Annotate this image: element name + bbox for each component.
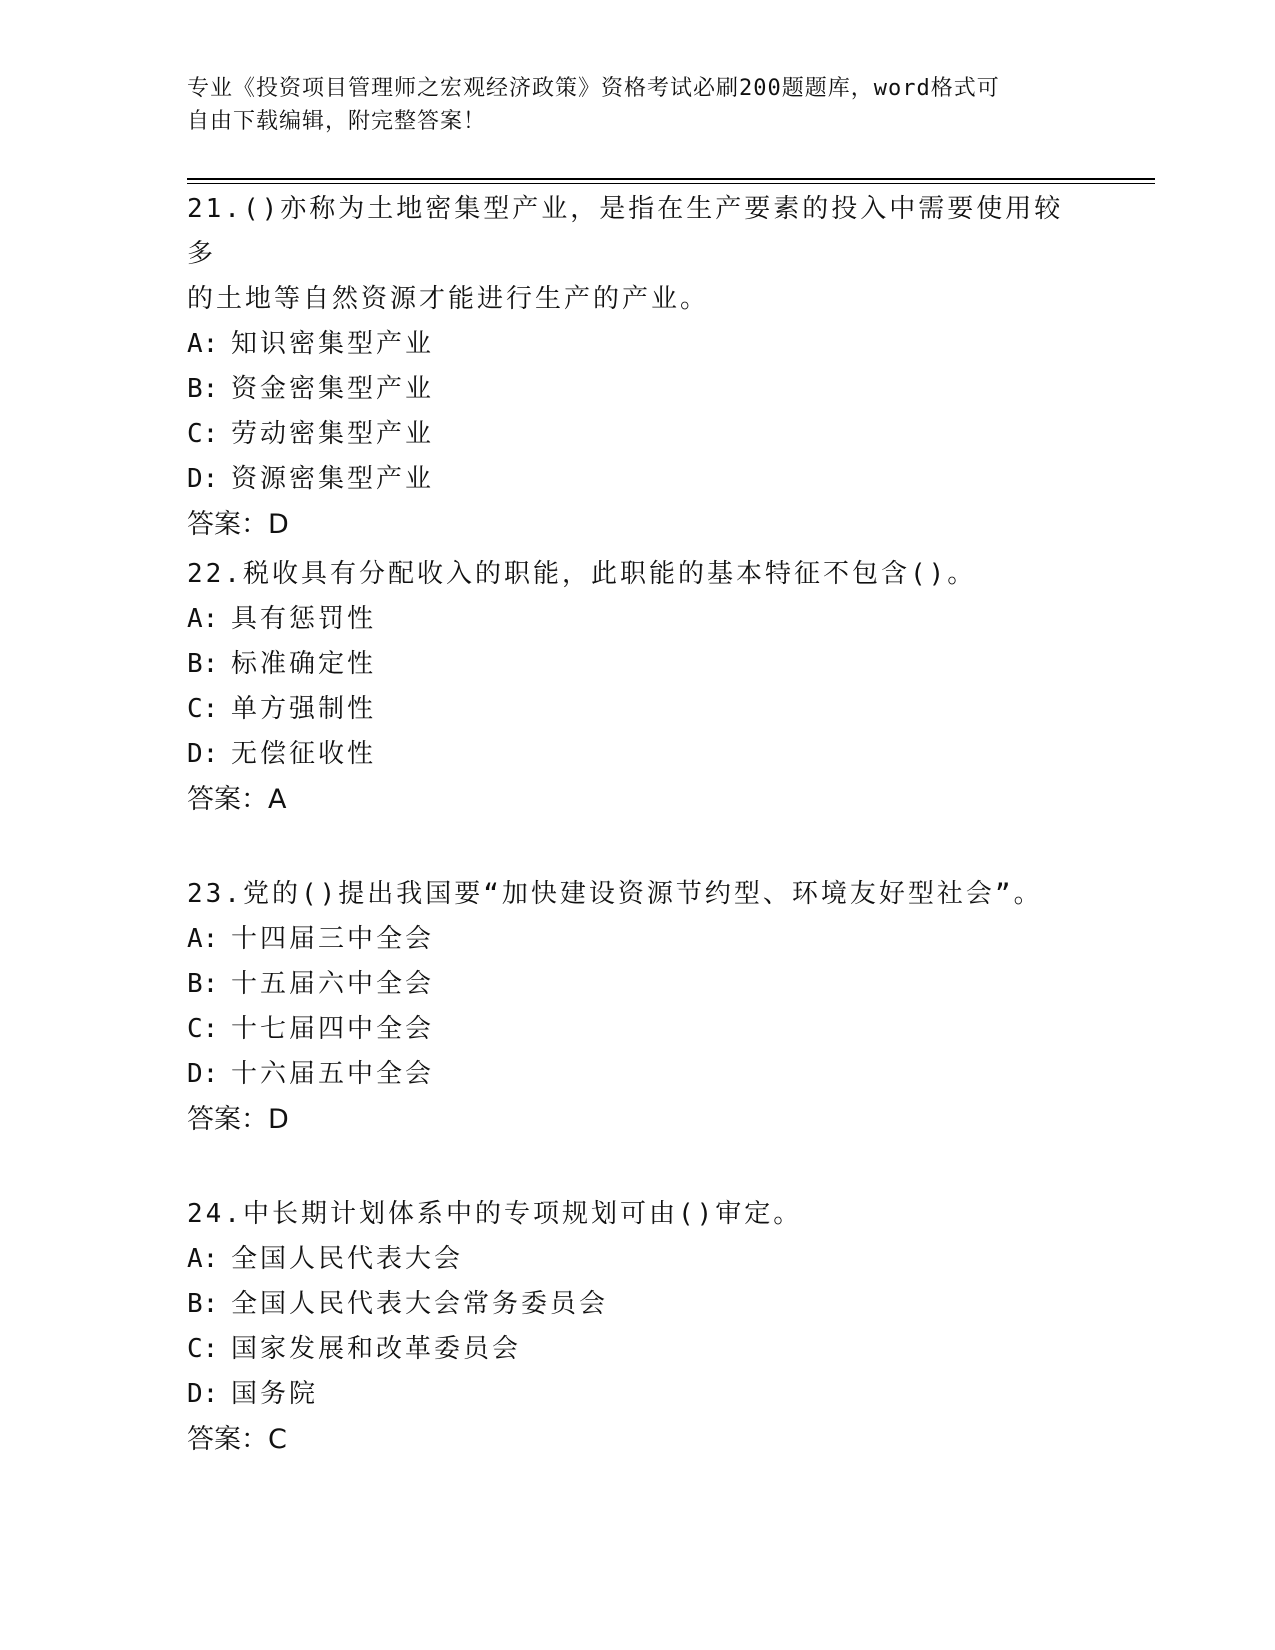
header-divider-thin bbox=[187, 183, 1155, 184]
answer-line: 答案：C bbox=[187, 1424, 287, 1455]
question-stem bbox=[187, 552, 1087, 597]
option-letter: B: bbox=[187, 969, 219, 999]
option-text: 标准确定性 bbox=[231, 649, 377, 679]
option-text: 十四届三中全会 bbox=[231, 924, 435, 954]
option-text: 具有惩罚性 bbox=[231, 604, 377, 634]
option-a bbox=[187, 1237, 1087, 1282]
option-a bbox=[187, 917, 1087, 962]
question-stem bbox=[187, 872, 1087, 917]
option-a bbox=[187, 597, 1087, 642]
option-text: 十五届六中全会 bbox=[231, 969, 435, 999]
option-letter: C: bbox=[187, 694, 219, 724]
option-letter: D: bbox=[187, 739, 219, 769]
option-text: 十六届五中全会 bbox=[231, 1059, 435, 1089]
option-c bbox=[187, 1327, 1087, 1372]
option-c bbox=[187, 687, 1087, 732]
option-text: 资源密集型产业 bbox=[231, 464, 435, 494]
question-21 bbox=[187, 187, 1087, 548]
question-stem bbox=[187, 1192, 1087, 1237]
answer-line: 答案：D bbox=[187, 509, 289, 540]
option-letter: A: bbox=[187, 604, 219, 634]
option-letter: B: bbox=[187, 374, 219, 404]
question-stem-line-1: 24.中长期计划体系中的专项规划可由()审定。 bbox=[187, 1199, 803, 1229]
option-c bbox=[187, 412, 1087, 457]
document-header bbox=[187, 72, 1087, 138]
option-letter: B: bbox=[187, 1289, 219, 1319]
option-letter: D: bbox=[187, 1059, 219, 1089]
option-b bbox=[187, 642, 1087, 687]
option-text: 全国人民代表大会 bbox=[231, 1244, 464, 1274]
answer-line: 答案：A bbox=[187, 784, 287, 815]
option-d bbox=[187, 732, 1087, 777]
option-a bbox=[187, 322, 1087, 367]
option-letter: C: bbox=[187, 1334, 219, 1364]
option-text: 资金密集型产业 bbox=[231, 374, 435, 404]
option-text: 全国人民代表大会常务委员会 bbox=[231, 1289, 609, 1319]
option-text: 国家发展和改革委员会 bbox=[231, 1334, 522, 1364]
option-text: 无偿征收性 bbox=[231, 739, 377, 769]
option-letter: C: bbox=[187, 1014, 219, 1044]
question-stem-line-1: 22.税收具有分配收入的职能，此职能的基本特征不包含()。 bbox=[187, 559, 977, 589]
question-22 bbox=[187, 552, 1087, 823]
header-divider-thick bbox=[187, 178, 1155, 180]
option-letter: A: bbox=[187, 924, 219, 954]
option-text: 单方强制性 bbox=[231, 694, 377, 724]
option-letter: A: bbox=[187, 1244, 219, 1274]
header-line-2: 自由下载编辑，附完整答案！ bbox=[187, 109, 487, 134]
question-stem bbox=[187, 187, 1087, 322]
option-c bbox=[187, 1007, 1087, 1052]
question-stem-line-1: 23.党的()提出我国要“加快建设资源节约型、环境友好型社会”。 bbox=[187, 879, 1043, 909]
question-23 bbox=[187, 872, 1087, 1143]
option-letter: D: bbox=[187, 1379, 219, 1409]
option-d bbox=[187, 457, 1087, 502]
option-letter: A: bbox=[187, 329, 219, 359]
question-stem-line-1: 21.()亦称为土地密集型产业，是指在生产要素的投入中需要使用较多 bbox=[187, 194, 1064, 269]
answer-line: 答案：D bbox=[187, 1104, 289, 1135]
option-letter: C: bbox=[187, 419, 219, 449]
option-b bbox=[187, 962, 1087, 1007]
option-b bbox=[187, 1282, 1087, 1327]
option-text: 国务院 bbox=[231, 1379, 319, 1409]
option-text: 劳动密集型产业 bbox=[231, 419, 435, 449]
question-stem-line-2: 的土地等自然资源才能进行生产的产业。 bbox=[187, 284, 710, 314]
question-24 bbox=[187, 1192, 1087, 1463]
option-d bbox=[187, 1052, 1087, 1097]
option-d bbox=[187, 1372, 1087, 1417]
option-letter: B: bbox=[187, 649, 219, 679]
header-line-1: 专业《投资项目管理师之宏观经济政策》资格考试必刷200题题库，word格式可 bbox=[187, 76, 1000, 101]
option-text: 知识密集型产业 bbox=[231, 329, 435, 359]
option-text: 十七届四中全会 bbox=[231, 1014, 435, 1044]
option-letter: D: bbox=[187, 464, 219, 494]
option-b bbox=[187, 367, 1087, 412]
